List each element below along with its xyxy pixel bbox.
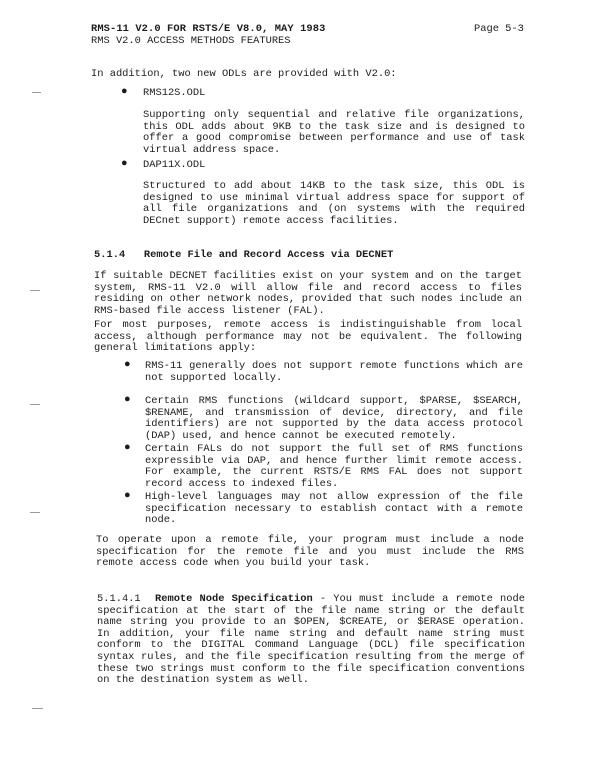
bullet-icon: ● (124, 490, 131, 502)
limitation-item: High-level languages may not allow expression of the file specification necessary to establish contact with a remote node. (145, 491, 523, 527)
limitation-item: Certain RMS functions (wildcard support, $PARSE, $SEARCH, $RENAME, and transmission of device, directory, and file identifiers) are not supported by the data access protocol (DAP) used, and hence cannot be executed remotely. (145, 395, 523, 442)
subsection-separator: - (312, 593, 334, 605)
intro-paragraph: In addition, two new ODLs are provided with V2.0: (91, 68, 397, 80)
header-title: RMS-11 V2.0 FOR RSTS/E V8.0, MAY 1983 (91, 23, 326, 35)
scan-margin-mark (30, 404, 40, 405)
odl-description-dap11x: Structured to add about 14KB to the task size, this ODL is designed to use minimal virtual address space for support of all file organizations and (on systems with the required DECnet support) remote access facilities. (143, 180, 525, 227)
section-number: 5.1.4 (94, 249, 126, 261)
section-paragraph-3: To operate upon a remote file, your program must include a node specification for the remote file and you must include the RMS remote access code when you build your task. (96, 534, 524, 570)
bullet-icon: ● (121, 86, 128, 98)
limitation-item: RMS-11 generally does not support remote functions which are not supported locally. (145, 360, 523, 384)
odl-name-dap11x: DAP11X.ODL (143, 159, 206, 171)
section-title: Remote File and Record Access via DECNET (143, 249, 394, 261)
subsection-title: Remote Node Specification (154, 593, 313, 605)
header-subtitle: RMS V2.0 ACCESS METHODS FEATURES (91, 34, 291, 47)
bullet-icon: ● (124, 442, 131, 454)
section-paragraph-2: For most purposes, remote access is indistinguishable from local access, although performance may not be equivalent. The following general limitations apply: (94, 319, 522, 355)
running-header (91, 24, 325, 47)
bullet-icon: ● (124, 394, 131, 406)
subsection-number: 5.1.4.1 (97, 593, 141, 605)
bullet-icon: ● (124, 359, 131, 371)
page-number: Page 5-3 (474, 23, 524, 35)
subsection-body: You must include a remote node specification at the start of the file name string or the default name string you provide to an $OPEN, $CREATE, or $ERASE operation. In addition, your file name string and default name string must conform to the DIGITAL Command Language (DCL) file specification syntax rules, and the file specification resulting from the merge of these two strings must conform to the file specification conventions on the destination system as well. (97, 593, 525, 687)
section-paragraph-1: If suitable DECNET facilities exist on your system and on the target system, RMS-11 V2.0 will allow file and record access to files residing on other network nodes, provided that such nodes include an RMS-based file access listener (FAL). (94, 270, 522, 317)
bullet-icon: ● (121, 158, 128, 170)
odl-name-rms12s: RMS12S.ODL (143, 87, 206, 99)
scan-margin-mark (32, 92, 41, 93)
subsection-5-1-4-1 (97, 594, 525, 687)
section-heading-5-1-4 (94, 250, 393, 262)
scan-margin-mark (30, 290, 40, 291)
scan-margin-mark (32, 708, 43, 709)
limitation-item: Certain FALs do not support the full set of RMS functions expressible via DAP, and hence further limit remote access. For example, the current RSTS/E RMS FAL does not support record access to indexed files. (145, 443, 523, 490)
scan-margin-mark (30, 512, 40, 513)
odl-description-rms12s: Supporting only sequential and relative file organizations, this ODL adds about 9KB to the task size and is designed to offer a good compromise between performance and use of task virtual address space. (143, 109, 525, 156)
